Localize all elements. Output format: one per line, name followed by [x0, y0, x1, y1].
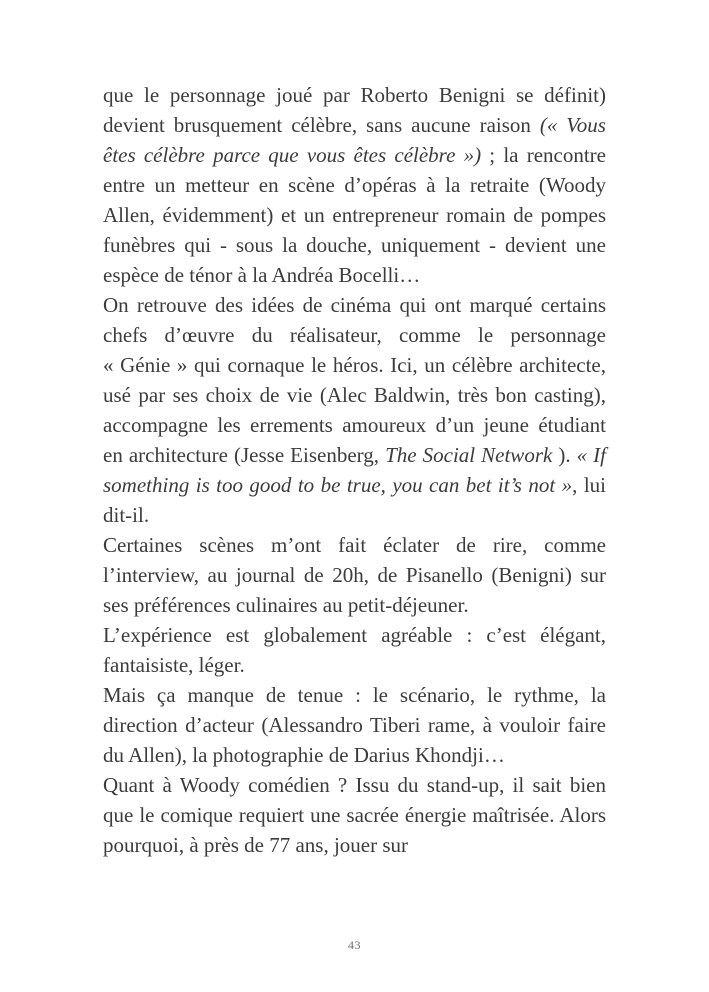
paragraph-5 [103, 680, 606, 770]
paragraph-1 [103, 80, 606, 290]
text-run: On retrouve des idées de cinéma qui ont marqué certains chefs d’œuvre du réalisateur, comme le personnage « Génie » qui cornaque le héros. Ici, un célèbre architecte, usé par ses choix de vie (Alec Baldwin, très bon casting), accompagne les errements amoureux d’un jeune étudiant en architecture (Jesse Eisenberg, [103, 293, 606, 467]
page-footer [0, 936, 709, 954]
text-run: ). [552, 443, 577, 467]
text-run: Certaines scènes m’ont fait éclater de rire, comme l’interview, au journal de 20h, de Pisanello (Benigni) sur ses préférences culinaires au petit-déjeuner. [103, 533, 606, 617]
paragraph-6 [103, 770, 606, 860]
text-run: , lui dit-il. [103, 473, 606, 527]
page-text-block [103, 80, 606, 860]
paragraph-3 [103, 530, 606, 620]
text-run: L’expérience est globalement agréable : c’est élégant, fantaisiste, léger. [103, 623, 606, 677]
text-run: que le personnage joué par Roberto Benigni se définit) devient brusquement célèbre, sans aucune raison [103, 83, 606, 137]
text-run: ; la rencontre entre un metteur en scène d’opéras à la retraite (Woody Allen, évidemment) et un entrepreneur romain de pompes funèbres qui - sous la douche, uniquement - devient une espèce de ténor à la Andréa Bocelli… [103, 143, 606, 287]
text-run: Quant à Woody comédien ? Issu du stand-up, il sait bien que le comique requiert une sacrée énergie maîtrisée. Alors pourquoi, à près de 77 ans, jouer sur [103, 773, 606, 857]
text-run-italic: « If something is too good to be true, you can bet it’s not » [103, 443, 607, 497]
text-run-italic: The Social Network [385, 443, 553, 467]
text-run: Mais ça manque de tenue : le scénario, le rythme, la direction d’acteur (Alessandro Tiberi rame, à vouloir faire du Allen), la photographie de Darius Khondji… [103, 683, 606, 767]
paragraph-2 [103, 290, 606, 530]
paragraph-4 [103, 620, 606, 680]
page-number: 43 [348, 938, 361, 952]
text-run-italic: (« Vous êtes célèbre parce que vous êtes célèbre ») [103, 113, 606, 167]
